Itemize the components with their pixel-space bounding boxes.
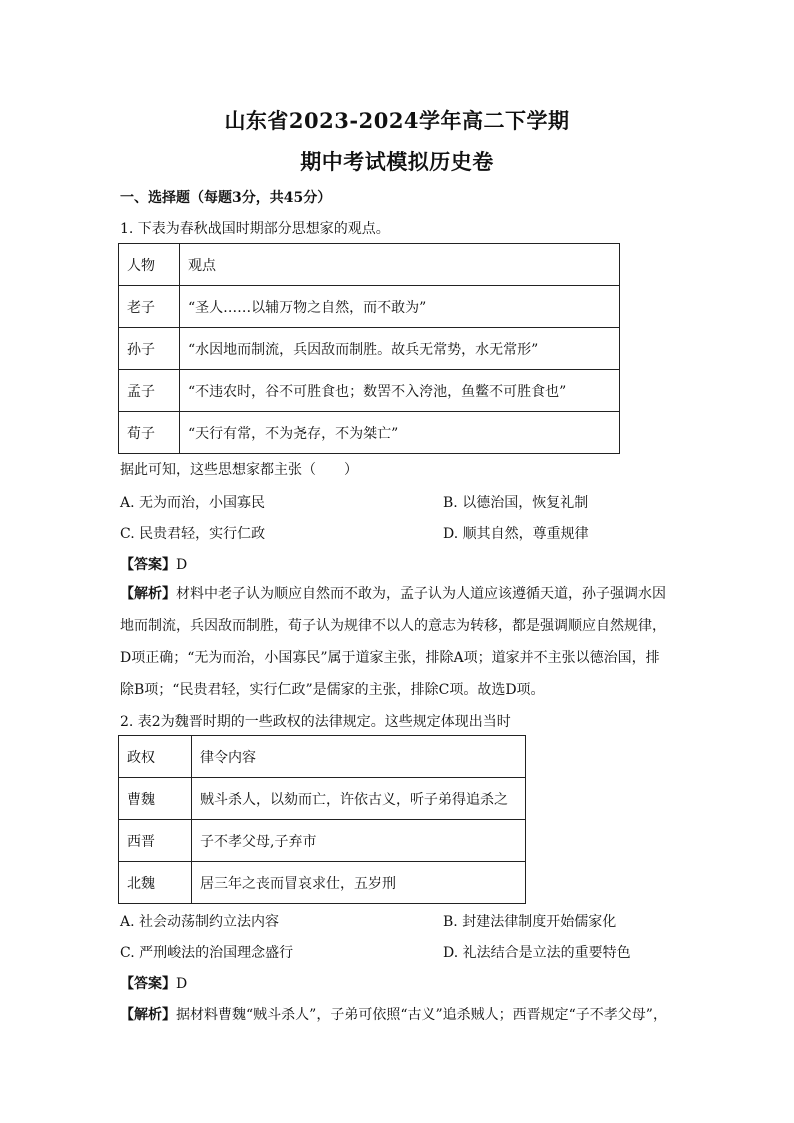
- answer-label: 【答案】: [120, 976, 176, 992]
- title-line-2: 期中考试模拟历史卷: [300, 149, 494, 174]
- table-cell: 北魏: [119, 862, 192, 904]
- table-row: [119, 244, 620, 286]
- table-row: [119, 370, 620, 412]
- analysis-line: 【解析】材料中老子认为顺应自然而不敢为，孟子认为人道应该遵循天道，孙子强调水因: [120, 586, 666, 602]
- table-header-cell: 政权: [119, 736, 192, 778]
- table-cell: 曹魏: [119, 778, 192, 820]
- q2-option-b: B. 封建法律制度开始儒家化: [443, 914, 617, 930]
- q2-analysis: [120, 999, 680, 1031]
- q1-option-c: C. 民贵君轻，实行仁政: [120, 526, 266, 542]
- q2-option-d: D. 礼法结合是立法的重要特色: [443, 945, 631, 961]
- analysis-line: 【解析】据材料曹魏“贼斗杀人”，子弟可依照“古义”追杀贼人；西晋规定“子不孝父母”，: [120, 1007, 667, 1023]
- q1-analysis: [120, 578, 680, 706]
- table-cell: 荀子: [119, 412, 180, 454]
- q1-stem: 1. 下表为春秋战国时期部分思想家的观点。: [120, 221, 390, 237]
- table-header-cell: 人物: [119, 244, 180, 286]
- table-row: [119, 412, 620, 454]
- title-line-1: 山东省2023-2024学年高二下学期: [224, 108, 570, 133]
- table-cell: “水因地而制流，兵因敌而制胜。故兵无常势，水无常形”: [180, 328, 620, 370]
- table-cell: 贼斗杀人，以劾而亡，许依古义，听子弟得追杀之: [192, 778, 526, 820]
- q1-table: [118, 243, 620, 454]
- answer-value: D: [176, 557, 188, 573]
- q1-answer: [120, 554, 680, 574]
- table-cell: “不违农时，谷不可胜食也；数罟不入洿池，鱼鳖不可胜食也”: [180, 370, 620, 412]
- table-cell: 孟子: [119, 370, 180, 412]
- table-cell: 子不孝父母,子弃市: [192, 820, 526, 862]
- analysis-line: D项正确；“无为而治，小国寡民”属于道家主张，排除A项；道家并不主张以德治国，排: [120, 650, 660, 666]
- table-row: [119, 778, 526, 820]
- table-cell: 居三年之丧而冒哀求仕，五岁刑: [192, 862, 526, 904]
- table-cell: “天行有常，不为尧存，不为桀亡”: [180, 412, 620, 454]
- analysis-label: 【解析】: [120, 586, 176, 602]
- section-header: 一、选择题（每题3分，共45分）: [120, 190, 332, 206]
- table-cell: 西晋: [119, 820, 192, 862]
- table-row: [119, 328, 620, 370]
- table-header-cell: 律令内容: [192, 736, 526, 778]
- table-header-cell: 观点: [180, 244, 620, 286]
- table-row: [119, 862, 526, 904]
- q2-table: [118, 735, 526, 904]
- table-cell: 老子: [119, 286, 180, 328]
- table-row: [119, 286, 620, 328]
- q1-option-b: B. 以德治国，恢复礼制: [443, 495, 589, 511]
- table-row: [119, 736, 526, 778]
- table-row: [119, 820, 526, 862]
- q1-option-a: A. 无为而治，小国寡民: [120, 495, 266, 511]
- answer-value: D: [176, 976, 188, 992]
- q2-option-a: A. 社会动荡制约立法内容: [120, 914, 280, 930]
- q2-stem: 2. 表2为魏晋时期的一些政权的法律规定。这些规定体现出当时: [120, 714, 511, 730]
- table-cell: “圣人……以辅万物之自然，而不敢为”: [180, 286, 620, 328]
- table-cell: 孙子: [119, 328, 180, 370]
- q1-option-d: D. 顺其自然，尊重规律: [443, 526, 589, 542]
- q2-option-c: C. 严刑峻法的治国理念盛行: [120, 945, 294, 961]
- analysis-line: 除B项；“民贵君轻，实行仁政”是儒家的主张，排除C项。故选D项。: [120, 682, 545, 698]
- q2-answer: [120, 973, 680, 993]
- analysis-line: 地而制流，兵因敌而制胜，荀子认为规律不以人的意志为转移，都是强调顺应自然规律，: [120, 618, 666, 634]
- analysis-label: 【解析】: [120, 1007, 176, 1023]
- q1-question: 据此可知，这些思想家都主张（ ）: [120, 462, 358, 478]
- answer-label: 【答案】: [120, 557, 176, 573]
